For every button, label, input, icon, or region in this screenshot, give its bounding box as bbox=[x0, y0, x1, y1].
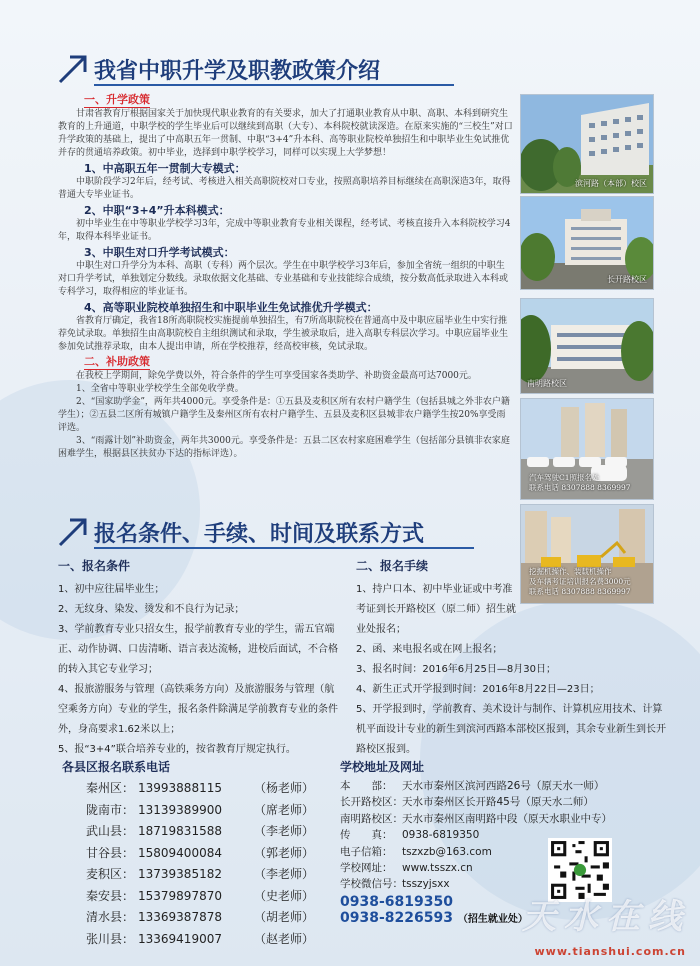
heading-subsidy-policy: 二、补助政策 bbox=[84, 355, 150, 368]
address-title: 学校地址及网址 bbox=[340, 760, 425, 774]
teacher-name: （李老师） bbox=[254, 867, 315, 881]
address-label: 南明路校区： bbox=[340, 812, 403, 825]
address-row bbox=[340, 794, 640, 810]
phone-number[interactable]: 13139389900 bbox=[138, 802, 222, 817]
photo-caption: 南明路校区 bbox=[527, 379, 567, 388]
procedure-line: 考证到长开路校区（原二师）招生就 bbox=[356, 604, 516, 615]
county-label: 武山县： bbox=[86, 824, 135, 838]
county-label: 麦积区： bbox=[86, 867, 135, 881]
phone-number[interactable]: 13993888115 bbox=[138, 781, 222, 795]
paragraph-five-year: 中职阶段学习2年后，经考试、考核进入相关高职院校对口专业，按照高职培养目标继续在高职深造3年，取得普通大专毕业证书。 bbox=[58, 177, 511, 200]
subheading-five-year: 1、中高职五年一贯制大专模式： bbox=[84, 162, 246, 175]
contact-row bbox=[86, 929, 314, 951]
condition-line: 外，身高要求1.62米以上； bbox=[58, 724, 181, 735]
teacher-name: （杨老师） bbox=[254, 781, 315, 795]
procedure-line: 业处报名； bbox=[356, 624, 406, 635]
condition-line: 空乘务方向）专业的学生，报名条件除满足学前教育专业的条件 bbox=[58, 704, 338, 715]
condition-line: 3、学前教育专业只招女生，报学前教育专业的学生，需五官端 bbox=[58, 624, 335, 635]
phone-number[interactable]: 13739385182 bbox=[138, 867, 222, 881]
county-label: 张川县： bbox=[86, 931, 135, 946]
section2-header bbox=[58, 515, 678, 551]
conditions-column bbox=[58, 556, 348, 760]
county-label: 秦州区： bbox=[86, 781, 135, 795]
procedure-line: 4、新生正式开学报到时间：2016年8月22日—23日； bbox=[356, 684, 600, 695]
section1-header bbox=[58, 52, 678, 88]
contact-row bbox=[86, 800, 314, 822]
condition-line: 4、报旅游服务与管理（高铁乘务方向）及旅游服务与管理（航 bbox=[58, 684, 335, 695]
contact-row bbox=[86, 778, 314, 800]
procedures-title: 二、报名手续 bbox=[356, 559, 429, 573]
teacher-name: （席老师） bbox=[254, 802, 315, 817]
phone-number[interactable]: 13369419007 bbox=[138, 931, 222, 946]
address-row bbox=[340, 811, 640, 827]
watermark-logo: 天水在线 bbox=[522, 897, 690, 937]
paragraph-3plus4: 初中毕业生在中等职业学校学习3年，完成中等职业教育专业相关课程，经考试、考核直接升入本科院校学习4年，取得本科毕业证书。 bbox=[58, 219, 511, 242]
teacher-name: （赵老师） bbox=[254, 931, 315, 946]
condition-line: 5、报“3+4”联合培养专业的，按省教育厅规定执行。 bbox=[58, 744, 296, 755]
photo-nanming-campus bbox=[520, 298, 654, 394]
website-value[interactable]: www.tsszx.cn bbox=[402, 862, 473, 875]
hotline-2[interactable]: 0938-8226593 bbox=[340, 910, 453, 926]
county-label: 清水县： bbox=[86, 910, 135, 924]
caption-line: 汽车驾驶C1照报名处 bbox=[529, 473, 600, 482]
contact-row bbox=[86, 821, 314, 843]
address-value: 天水市秦州区南明路中段（原天水职业中专） bbox=[402, 812, 612, 825]
condition-line: 2、无纹身、染发、烫发和不良行为记录； bbox=[58, 604, 245, 615]
contact-row bbox=[86, 907, 314, 929]
arrow-icon bbox=[58, 52, 88, 84]
wechat-value: tsszyjsxx bbox=[402, 878, 450, 891]
section2-title: 报名条件、手续、时间及联系方式 bbox=[94, 522, 425, 547]
paragraph-subsidy-1: 1、全省中等职业学校学生全部免收学费。 bbox=[76, 384, 244, 394]
county-label: 甘谷县： bbox=[86, 845, 135, 860]
caption-line: 及车辆考证培训报名费3000元 bbox=[529, 577, 631, 586]
contacts-title: 各县区报名联系电话 bbox=[62, 760, 171, 774]
paragraph-subsidy-3: 3、“雨露计划”补助资金，两年共3000元。享受条件是：五县二区农村家庭困难学生（包括部分县镇非农家庭困难学生，根据县区扶贫办下达的指标评选）。 bbox=[58, 436, 510, 459]
photo-caption: 长开路校区 bbox=[607, 275, 647, 284]
email-value[interactable]: tszxzb@163.com bbox=[402, 845, 492, 858]
phone-number[interactable]: 15809400084 bbox=[138, 845, 222, 860]
address-label: 传 真： bbox=[340, 829, 393, 842]
policy-text bbox=[58, 92, 513, 461]
watermark-url: www.tianshui.com.cn bbox=[534, 945, 686, 958]
paragraph-subsidy-intro: 在我校上学期间，除免学费以外，符合条件的学生可享受国家各类助学、补助资金最高可达7000元。 bbox=[76, 371, 477, 381]
address-value: 天水市秦州区滨河西路26号（原天水一师） bbox=[402, 780, 605, 792]
section1-underline bbox=[94, 84, 454, 86]
procedures-column bbox=[356, 556, 666, 760]
address-label: 学校网址： bbox=[340, 862, 393, 875]
address-label: 学校微信号： bbox=[340, 878, 403, 891]
contact-row bbox=[86, 843, 314, 865]
contact-row bbox=[86, 864, 314, 886]
arrow-icon bbox=[58, 515, 88, 547]
section2-underline bbox=[94, 547, 474, 549]
teacher-name: （李老师） bbox=[254, 824, 315, 838]
hotline-tag: （招生就业处） bbox=[457, 914, 528, 925]
procedure-line: 2、函、来电报名或在网上报名； bbox=[356, 644, 503, 655]
subheading-exam: 3、中职生对口升学考试模式： bbox=[84, 246, 235, 259]
section1-title: 我省中职升学及职教政策介绍 bbox=[94, 59, 381, 84]
contacts-list bbox=[86, 778, 314, 950]
paragraph-intro: 甘肃省教育厅根据国家关于加快现代职业教育的有关要求，加大了打通职业教育从中职、高职、本科到研究生教育的上升通道，中职学校的学生毕业后可以继续到高职（大专）、本科院校就读深造。在原来实施的“三校生”对口升学政策的基础上，提出了中高职五年一贯制、中职“3+4”升本科、高等职业院校单独招生和中职毕业生免试推优并存的贯通培养政策。初中毕业，选择到中职学校学习，同样可以实现上大学梦想！ bbox=[58, 109, 513, 158]
subheading-independent-enrollment: 4、高等职业院校单独招生和中职毕业生免试推优升学模式： bbox=[84, 301, 378, 314]
subheading-3plus4: 2、中职“3+4”升本科模式： bbox=[84, 204, 230, 217]
caption-line: 挖掘机操作、装载机操作 bbox=[529, 567, 612, 576]
condition-line: 的转入其它专业学习； bbox=[58, 664, 158, 675]
phone-number[interactable]: 13369387878 bbox=[138, 910, 222, 924]
address-value: 天水市秦州区长开路45号（原天水二师） bbox=[402, 796, 594, 809]
address-label: 电子信箱： bbox=[340, 845, 393, 858]
phone-number[interactable]: 15379897870 bbox=[138, 888, 222, 903]
hotline-1[interactable]: 0938-6819350 bbox=[340, 894, 453, 910]
condition-line: 1、初中应往届毕业生； bbox=[58, 584, 165, 595]
photo-caption bbox=[529, 473, 631, 493]
teacher-name: （胡老师） bbox=[254, 910, 315, 924]
photo-changkai-campus bbox=[520, 196, 654, 290]
teacher-name: （史老师） bbox=[254, 888, 315, 903]
teacher-name: （郭老师） bbox=[254, 845, 315, 860]
conditions-title: 一、报名条件 bbox=[58, 559, 131, 573]
contact-row bbox=[86, 886, 314, 908]
address-label: 本 部： bbox=[340, 780, 393, 792]
procedure-line: 1、持户口本、初中毕业证或中考准 bbox=[356, 584, 513, 595]
caption-line: 联系电话 8307888 8369997 bbox=[529, 587, 631, 596]
phone-number[interactable]: 18719831588 bbox=[138, 824, 222, 838]
address-label: 长开路校区： bbox=[340, 796, 403, 809]
hotline-2-row bbox=[340, 910, 528, 926]
paragraph-subsidy-2: 2、“国家助学金”，两年共4000元。享受条件是：①五县及麦积区所有农村户籍学生（包括县城之外非农户籍学生）；②五县二区所有城镇户籍学生及秦州区所有农村户籍学生、五县及麦积区县城非农户籍学生按20%享受雨评选。 bbox=[58, 397, 510, 433]
photo-binhe-campus bbox=[520, 94, 654, 194]
procedure-line: 3、报名时间：2016年6月25日—8月30日； bbox=[356, 664, 556, 675]
fax-value: 0938-6819350 bbox=[402, 829, 480, 842]
photo-driving-school bbox=[520, 398, 654, 500]
procedure-line: 5、开学报到时，学前教育、美术设计与制作、计算机应用技术、计算 bbox=[356, 704, 663, 715]
procedure-line: 机平面设计专业的新生到滨河西路本部校区报到，其余专业新生到长开 bbox=[356, 724, 666, 735]
procedure-line: 路校区报到。 bbox=[356, 744, 416, 755]
paragraph-independent-enrollment: 省教育厅确定，我省18所高职院校实施提前单独招生，有7所高职院校在普通高中及中职应届毕业生中实行推荐免试录取。单独招生由高职院校自主组织测试和录取，学生被录取后，进入高职专科层次学习。中职应届毕业生参加免试推荐录取，由本人提出申请，所在学校推荐，经高校审核，免试录取。 bbox=[58, 316, 509, 352]
paragraph-exam: 中职生对口升学分为本科、高职（专科）两个层次。学生在中职学校学习3年后，参加全省统一组织的中职生对口升学考试，单独划定分数线。录取依据文化基础、专业基础和专业技能综合成绩，按分数高低录取进入本科或专科学习，取得相应的毕业证书。 bbox=[58, 261, 509, 297]
county-label: 秦安县： bbox=[86, 888, 135, 903]
caption-line: 联系电话 8307888 8369997 bbox=[529, 483, 631, 492]
condition-line: 正、动作协调、口齿清晰、语言表达流畅，进校后面试，不合格 bbox=[58, 644, 338, 655]
address-row bbox=[340, 778, 640, 794]
county-label: 陇南市： bbox=[86, 802, 135, 817]
heading-admission-policy: 一、升学政策 bbox=[84, 93, 150, 106]
photo-caption: 滨河路（本部）校区 bbox=[575, 179, 647, 188]
